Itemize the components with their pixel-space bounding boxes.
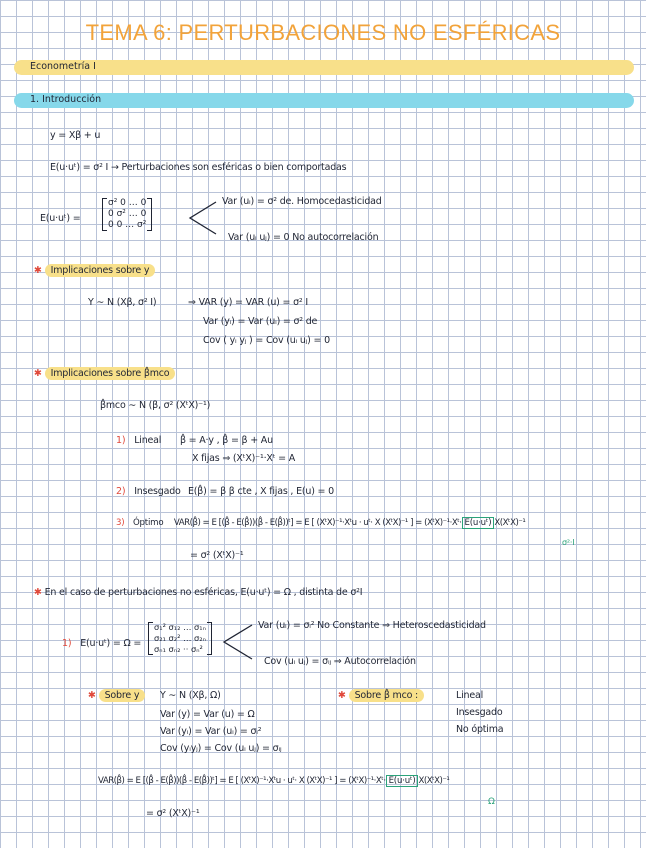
matrix-row: 0 0 … σ² xyxy=(108,220,147,230)
star-icon: ✱ xyxy=(34,265,42,276)
var-y-line: ⇒ VAR (y) = VAR (u) = σ² I xyxy=(188,297,308,308)
matrix-row: 0 σ² … 0 xyxy=(108,209,147,219)
heteroscedasticity-line: Var (uᵢ) = σᵢ² No Constante ⇒ Heteroscedasticidad xyxy=(258,620,486,631)
property-optimo: 3) Óptimo VAR(β̂) = E [(β̂ - E(β̂))(β̂ - E(β̂))ᵗ] = E [ (XᵗX)⁻¹·Xᵗu · uᵗ· X (XᵗX)⁻¹ ] = (XᵗX)⁻¹·Xᵗ· E(u·uᵗ) X(XᵗX)⁻¹ xyxy=(116,518,526,528)
impl-b-title: Implicaciones sobre β̂mco xyxy=(45,367,176,380)
impl-b-heading xyxy=(34,368,175,379)
subject-label: Econometría I xyxy=(30,61,96,72)
lineal-eq: β̂ = A·y , β̂ = β + Au xyxy=(180,435,273,446)
cov-y-line: Cov ( yᵢ yⱼ ) = Cov (uᵢ uⱼ) = 0 xyxy=(203,335,330,346)
y-distribution: Y ∼ N (Xβ, σ² I) xyxy=(88,297,157,308)
y-dist-omega: Y ∼ N (Xβ, Ω) xyxy=(160,690,221,701)
subject-band xyxy=(14,60,634,75)
non-spherical-title: En el caso de perturbaciones no esféricas, E(u·uᵗ) = Ω , distinta de σ²I xyxy=(44,587,363,598)
non-spherical-heading xyxy=(34,587,362,598)
b-prop: Lineal xyxy=(456,690,484,701)
expectation-box: E(u·uᵗ) xyxy=(462,517,495,529)
lineal-eq-2: X fijas ⇒ (XᵗX)⁻¹·Xᵗ = A xyxy=(192,453,296,464)
autocorrelation-line: Cov (uᵢ uⱼ) = σᵢⱼ ⇒ Autocorrelación xyxy=(264,656,416,667)
var-y-omega: Var (y) = Var (u) = Ω xyxy=(160,709,255,720)
sigma-matrix xyxy=(102,198,152,231)
spherical-line: E(u·uᵗ) = σ² I → Perturbaciones son esféricas o bien comportadas xyxy=(50,162,347,173)
b-prop: Insesgado xyxy=(456,707,503,718)
omega-label: 1) E(u·uᵗ) = Ω = xyxy=(62,638,142,649)
matrix-row: σ₁² σ₁₂ … σ₁ₙ xyxy=(154,622,206,632)
var-yi-omega: Var (yᵢ) = Var (uᵢ) = σᵢ² xyxy=(160,726,262,737)
homoscedasticity-line: Var (uᵢ) = σ² de. Homocedasticidad xyxy=(222,196,382,207)
star-icon: ✱ xyxy=(34,587,42,598)
star-icon: ✱ xyxy=(34,368,42,379)
impl-y-title: Implicaciones sobre y xyxy=(45,264,156,277)
no-autocorrelation-line: Var (uᵢ uⱼ) = 0 No autocorrelación xyxy=(228,232,379,243)
star-icon: ✱ xyxy=(88,690,96,701)
section-label: 1. Introducción xyxy=(30,94,102,105)
expectation-box: E(u·uᵗ) xyxy=(386,775,419,787)
sigma-i-note: σ²·I xyxy=(562,538,575,547)
beta-distribution: β̂mco ∼ N (β, σ² (XᵗX)⁻¹) xyxy=(100,400,211,411)
page-title: TEMA 6: PERTURBACIONES NO ESFÉRICAS xyxy=(85,20,561,45)
impl-y-heading xyxy=(34,265,155,276)
split-brace xyxy=(222,623,254,661)
var-yi-line: Var (yᵢ) = Var (uᵢ) = σ² de xyxy=(203,316,318,327)
omega-note: Ω xyxy=(488,797,495,807)
star-icon: ✱ xyxy=(338,690,346,701)
optimo-result: = σ² (XᵗX)⁻¹ xyxy=(190,550,244,561)
matrix-row: σₙ₁ σₙ₂ ·· σₙ² xyxy=(154,644,203,654)
var-beta-result: = σ² (XᵗX)⁻¹ xyxy=(146,808,200,819)
sobre-b-title: Sobre β̂ mco : xyxy=(349,689,424,702)
split-brace xyxy=(188,200,218,236)
property-insesgado: 2) Insesgado xyxy=(116,486,181,497)
property-lineal: 1) Lineal xyxy=(116,435,162,446)
sobre-y-title: Sobre y xyxy=(99,689,146,702)
matrix-row: σ² 0 … 0 xyxy=(108,198,147,208)
eu-label: E(u·uᵗ) = xyxy=(40,213,81,224)
cov-y-omega: Cov (yᵢyⱼ) = Cov (uᵢ uⱼ) = σᵢⱼ xyxy=(160,743,282,754)
insesgado-eq: E(β̂) = β β cte , X fijas , E(u) = 0 xyxy=(188,486,334,497)
matrix-row: σ₂₁ σ₂² … σ₂ₙ xyxy=(154,633,206,643)
model-equation: y = Xβ + u xyxy=(50,130,101,141)
sobre-b-heading xyxy=(338,690,424,701)
var-beta-omega: VAR(β̂) = E [(β̂ - E(β̂))(β̂ - E(β̂))ᵗ] = E [ (XᵗX)⁻¹·Xᵗu · uᵗ· X (XᵗX)⁻¹ ] = (XᵗX)⁻¹·Xᵗ· E(u·uᵗ) X(XᵗX)⁻¹ xyxy=(98,776,450,786)
omega-matrix xyxy=(148,622,212,655)
sobre-y-heading xyxy=(88,690,145,701)
b-prop: No óptima xyxy=(456,724,504,735)
section-band xyxy=(14,93,634,108)
